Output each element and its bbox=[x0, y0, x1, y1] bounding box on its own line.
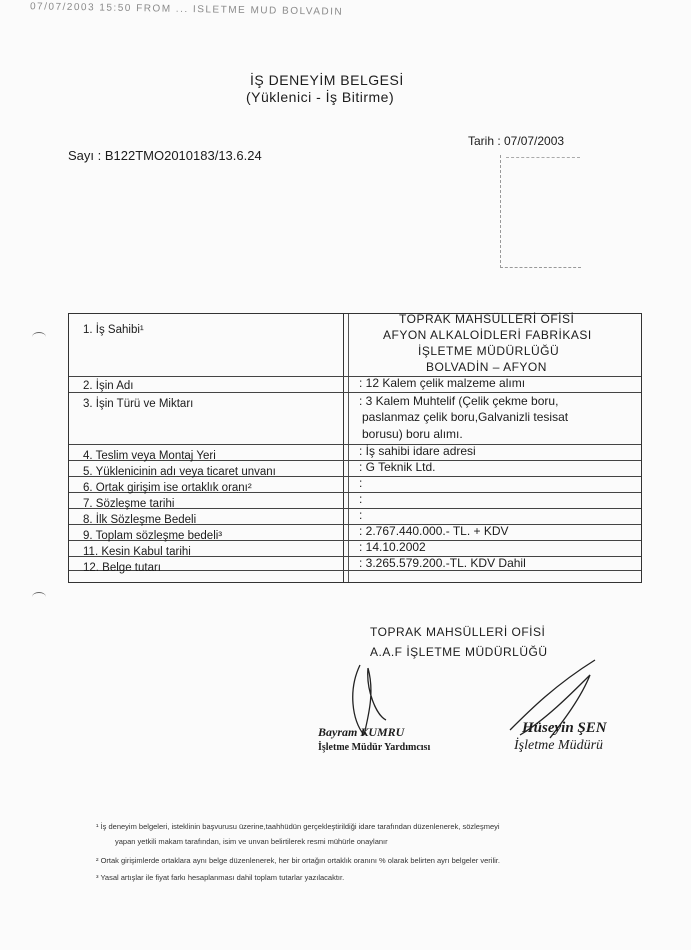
left-signatory-name: Bayram KUMRU bbox=[318, 725, 405, 739]
signature-org-line-1: TOPRAK MAHSÜLLERİ OFİSİ bbox=[370, 625, 546, 639]
row-label-4: 4. Teslim veya Montaj Yeri bbox=[83, 450, 216, 462]
owner-line-2: AFYON ALKALOİDLERİ FABRİKASI bbox=[383, 328, 592, 342]
row-value-5: : G Teknik Ltd. bbox=[359, 460, 436, 474]
document-title: İŞ DENEYİM BELGESİ bbox=[250, 72, 404, 88]
footnote-1: ¹ İş deneyim belgeleri, isteklinin başvurusu üzerine,taahhüdün gerçekleştirildiği idare tarafından düzenlenerek, sözleşmeyi bbox=[96, 822, 500, 831]
table-divider bbox=[343, 314, 344, 582]
row-label-8: 8. İlk Sözleşme Bedeli bbox=[83, 514, 197, 526]
row-value-4: : İş sahibi idare adresi bbox=[359, 444, 476, 458]
row-value-11: : 14.10.2002 bbox=[359, 540, 426, 554]
row-value-3c: borusu) boru alımı. bbox=[362, 427, 463, 441]
document-date: Tarih : 07/07/2003 bbox=[468, 134, 565, 148]
row-value-8: : bbox=[359, 508, 363, 522]
row-label-2: 2. İşin Adı bbox=[83, 380, 134, 392]
stamp-area bbox=[500, 155, 581, 268]
row-line bbox=[69, 444, 641, 445]
row-label-12: 12. Belge tutarı bbox=[83, 562, 161, 574]
row-label-9: 9. Toplam sözleşme bedeli³ bbox=[83, 530, 223, 542]
right-signatory-title: İşletme Müdürü bbox=[514, 738, 604, 753]
reference-number: Sayı : B122TMO2010183/13.6.24 bbox=[68, 148, 262, 163]
punch-hole-mark-bottom bbox=[32, 592, 46, 602]
row-value-7: : bbox=[359, 492, 363, 506]
row-value-3b: paslanmaz çelik boru,Galvanizli tesisat bbox=[362, 410, 569, 424]
stamp-area-top-edge bbox=[506, 157, 580, 158]
row-line bbox=[69, 376, 641, 377]
footnote-2: ² Ortak girişimlerde ortaklara aynı belge düzenlenerek, her bir ortağın ortaklık oranını % olarak belirten ayrı belgeler verilir. bbox=[96, 856, 500, 865]
row-label-1: 1. İş Sahibi¹ bbox=[83, 324, 144, 336]
row-line bbox=[69, 392, 641, 393]
document-subtitle: (Yüklenici - İş Bitirme) bbox=[246, 89, 395, 105]
owner-line-3: İŞLETME MÜDÜRLÜĞÜ bbox=[418, 344, 560, 358]
owner-line-4: BOLVADİN – AFYON bbox=[426, 360, 547, 374]
row-label-11: 11. Kesin Kabul tarihi bbox=[83, 546, 191, 558]
row-value-6: : bbox=[359, 476, 363, 490]
row-value-2: : 12 Kalem çelik malzeme alımı bbox=[359, 376, 526, 390]
row-value-12: : 3.265.579.200.-TL. KDV Dahil bbox=[359, 556, 526, 570]
row-label-5: 5. Yüklenicinin adı veya ticaret unvanı bbox=[83, 466, 276, 478]
row-value-3: : 3 Kalem Muhtelif (Çelik çekme boru, bbox=[359, 394, 559, 408]
row-label-7: 7. Sözleşme tarihi bbox=[83, 498, 175, 510]
details-table bbox=[68, 313, 642, 583]
fax-header: 07/07/2003 15:50 FROM ... ISLETME MUD BOLVADIN bbox=[29, 1, 344, 18]
footnote-3: ³ Yasal artışlar ile fiyat farkı hesaplanması dahil toplam tutarlar yazılacaktır. bbox=[96, 873, 345, 882]
row-label-6: 6. Ortak girişim ise ortaklık oranı² bbox=[83, 482, 252, 494]
footnote-1-continued: yapan yetkili makam tarafından, isim ve unvan belirtilerek resmi mühürle onaylanır bbox=[115, 837, 388, 846]
row-label-3: 3. İşin Türü ve Miktarı bbox=[83, 398, 194, 410]
left-signatory-title: İşletme Müdür Yardımcısı bbox=[318, 742, 431, 753]
punch-hole-mark-top bbox=[32, 332, 46, 342]
right-signatory-name: Hüseyin ŞEN bbox=[522, 720, 607, 736]
table-divider-inner bbox=[348, 314, 349, 582]
signature-org-line-2: A.A.F İŞLETME MÜDÜRLÜĞÜ bbox=[370, 645, 548, 659]
owner-line-1: TOPRAK MAHSÜLLERİ OFİSİ bbox=[399, 312, 575, 326]
row-value-9: : 2.767.440.000.- TL. + KDV bbox=[359, 524, 509, 538]
